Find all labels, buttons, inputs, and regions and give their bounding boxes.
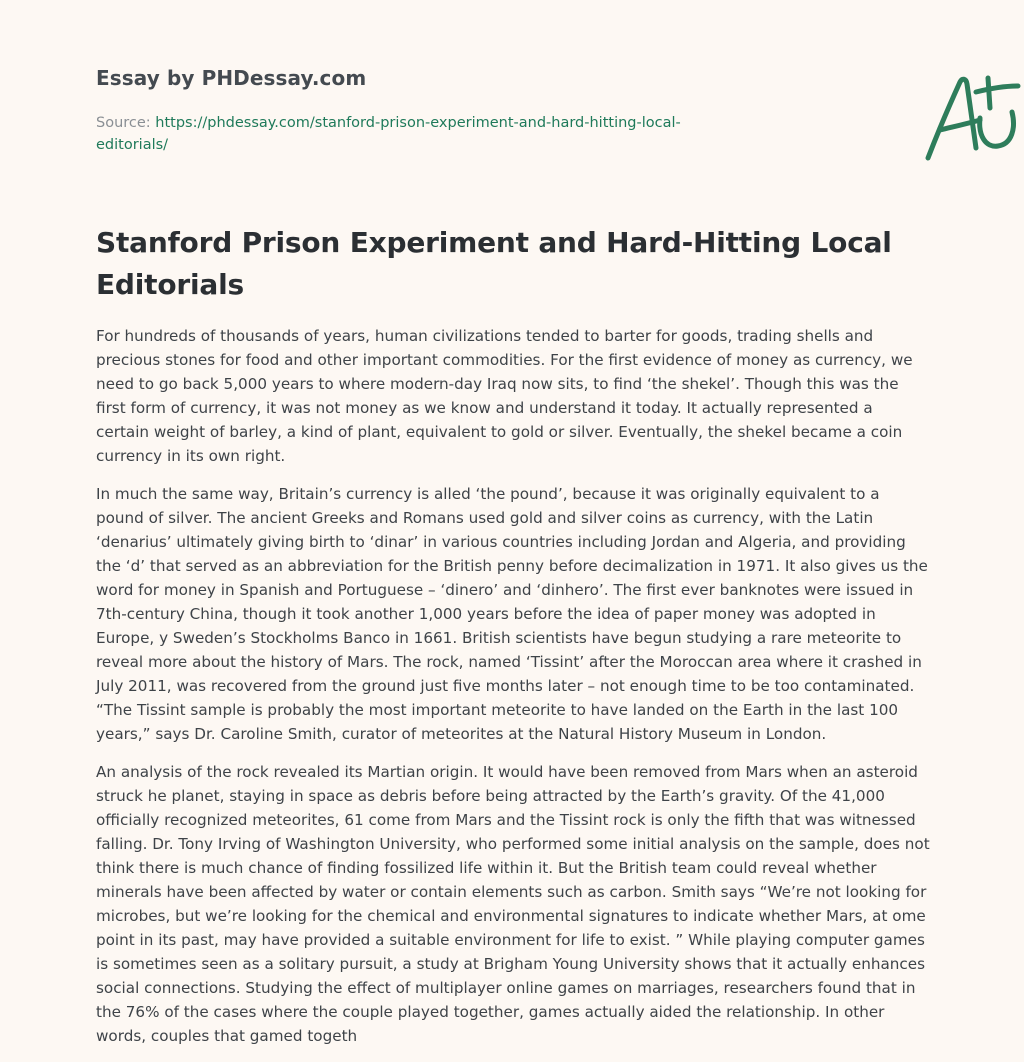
- source-link[interactable]: https://phdessay.com/stanford-prison-experiment-and-hard-hitting-local-editorials/: [96, 115, 681, 153]
- source-line: [96, 112, 716, 156]
- paragraph: An analysis of the rock revealed its Martian origin. It would have been removed from Mars when an asteroid struck he planet, staying in space as debris before being attracted by the Earth’s gravity. Of the 41,000 officially recognized meteorites, 61 come from Mars and the Tissint rock is only the fifth that was witnessed falling. Dr. Tony Irving of Washington University, who performed some initial analysis on the sample, does not think there is much chance of finding fossilized life within it. But the British team could reveal whether minerals have been affected by water or contain elements such as carbon. Smith says “We’re not looking for microbes, but we’re looking for the chemical and environmental signatures to indicate whether Mars, at ome point in its past, may have provided a suitable environment for life to exist. ” While playing computer games is sometimes seen as a solitary pursuit, a study at Brigham Young University shows that it actually enhances social connections. Studying the effect of multiplayer online games on marriages, researchers found that in the 76% of the cases where the couple played together, games actually aided the relationship. In other words, couples that gamed togeth: [96, 763, 930, 1045]
- paragraph: In much the same way, Britain’s currency is alled ‘the pound’, because it was originally equivalent to a pound of silver. The ancient Greeks and Romans used gold and silver coins as currency, with the Latin ‘denarius’ ultimately giving birth to ‘dinar’ in various countries including Jordan and Algeria, and providing the ‘d’ that served as an abbreviation for the British penny before decimalization in 1971. It also gives us the word for money in Spanish and Portuguese – ‘dinero’ and ‘dinhero’. The first ever banknotes were issued in 7th-century China, though it took another 1,000 years before the idea of paper money was adopted in Europe, y Sweden’s Stockholms Banco in 1661. British scientists have begun studying a rare meteorite to reveal more about the history of Mars. The rock, named ‘Tissint’ after the Moroccan area where it crashed in July 2011, was recovered from the ground just five months later – not enough time to be too contaminated. “The Tissint sample is probably the most important meteorite to have landed on the Earth in the last 100 years,” says Dr. Caroline Smith, curator of meteorites at the Natural History Museum in London.: [96, 485, 928, 743]
- site-title: Essay by PHDessay.com: [96, 66, 367, 90]
- article-body: [96, 324, 930, 1062]
- a-plus-logo-icon: [916, 66, 1024, 166]
- paragraph: For hundreds of thousands of years, human civilizations tended to barter for goods, trading shells and precious stones for food and other important commodities. For the first evidence of money as currency, we need to go back 5,000 years to where modern-day Iraq now sits, to find ‘the shekel’. Though this was the first form of currency, it was not money as we know and understand it today. It actually represented a certain weight of barley, a kind of plant, equivalent to gold or silver. Eventually, the shekel became a coin currency in its own right.: [96, 327, 913, 465]
- article-title: Stanford Prison Experiment and Hard-Hitting Local Editorials: [96, 226, 892, 301]
- source-label: Source:: [96, 115, 156, 131]
